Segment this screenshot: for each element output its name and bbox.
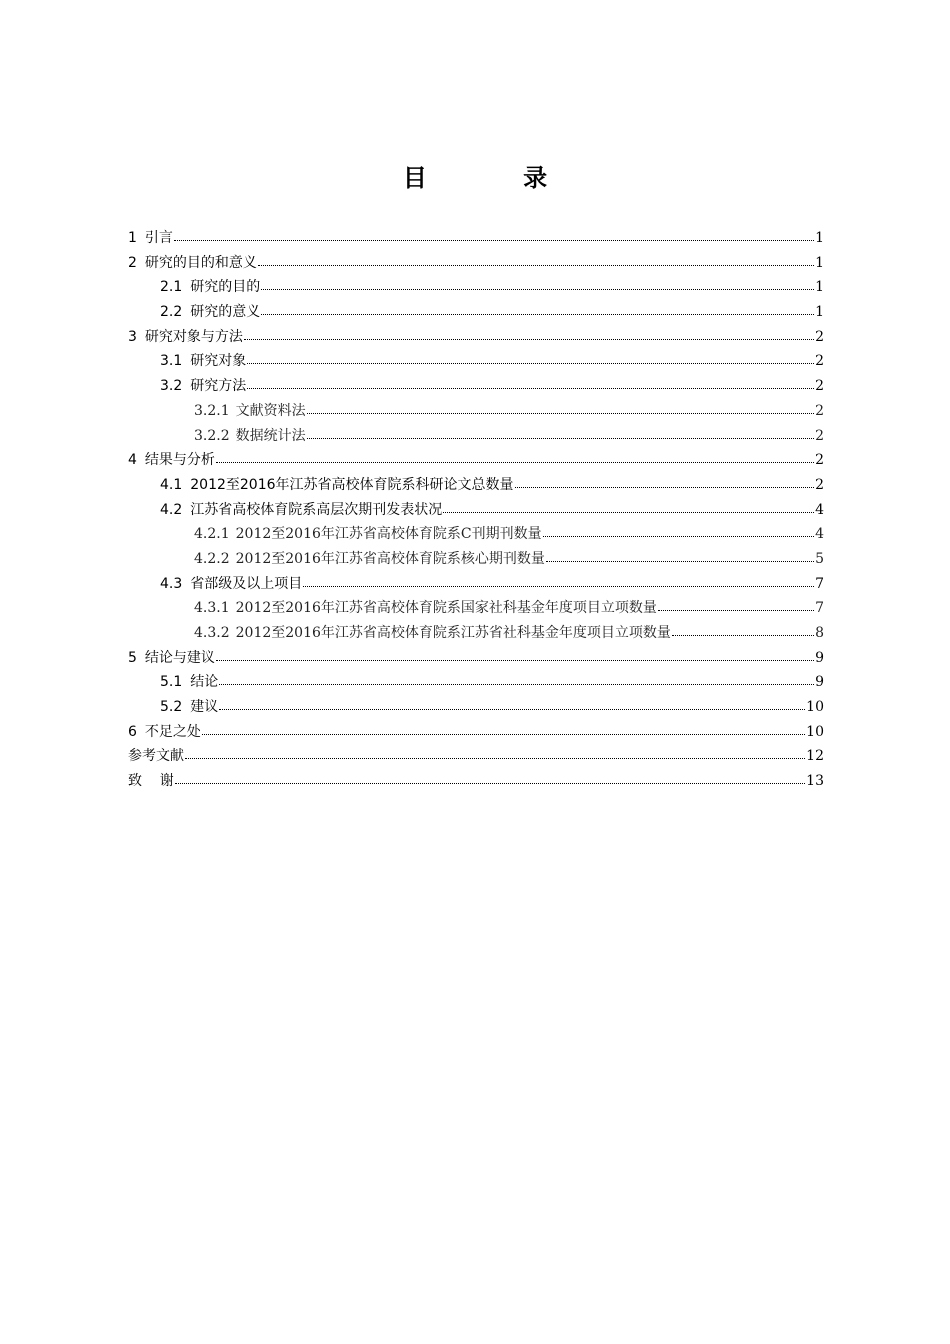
toc-entry-title: 研究方法 — [190, 378, 247, 395]
toc-entry-number: 2.1 — [160, 279, 183, 296]
toc-entry-number: 3 — [128, 328, 137, 345]
toc-entry-page: 10 — [806, 723, 824, 740]
dot-leader — [672, 634, 814, 636]
toc-entry-number: 3.2.1 — [194, 402, 230, 419]
toc-entry-title: 2012至2016年江苏省高校体育院系江苏省社科基金年度项目立项数量 — [235, 625, 671, 641]
toc-entry-page: 2 — [815, 476, 824, 493]
toc-entry-page: 4 — [815, 526, 824, 543]
dot-leader — [307, 437, 814, 439]
toc-entry[interactable] — [128, 251, 824, 276]
toc-entry-page: 10 — [806, 699, 824, 716]
toc-entry[interactable] — [128, 473, 824, 498]
dot-leader — [175, 782, 805, 784]
toc-entry[interactable] — [128, 448, 824, 473]
toc-entry-number: 3.2 — [160, 378, 183, 395]
toc-entry-page: 2 — [815, 452, 824, 469]
toc-entry[interactable] — [128, 374, 824, 399]
toc-entry[interactable] — [128, 769, 824, 794]
toc-entry[interactable] — [128, 349, 824, 374]
toc-entry-title: 2012至2016年江苏省高校体育院系科研论文总数量 — [190, 476, 514, 493]
toc-entry-title: 引言 — [144, 230, 173, 246]
toc-entry-page: 9 — [815, 649, 824, 666]
toc-entry[interactable] — [128, 646, 824, 671]
toc-entry-title: 参考文献 — [128, 748, 184, 765]
toc-entry-number: 4.2 — [160, 501, 183, 518]
dot-leader — [307, 412, 814, 414]
dot-leader — [247, 362, 814, 364]
toc-entry-page: 8 — [815, 625, 824, 641]
toc-entry-title: 致 谢 — [128, 773, 174, 790]
toc-entry-number: 5 — [128, 649, 137, 666]
toc-entry-page: 1 — [815, 304, 824, 321]
toc-entry[interactable] — [128, 498, 824, 523]
toc-entry-number: 4.3.2 — [194, 625, 230, 641]
toc-entry[interactable] — [128, 720, 824, 745]
toc-entry-title: 研究对象 — [190, 353, 247, 370]
toc-entry-title: 结论与建议 — [144, 649, 215, 666]
toc-entry-number: 4.1 — [160, 476, 183, 493]
toc-entry[interactable] — [128, 596, 824, 621]
toc-entry-title: 2012至2016年江苏省高校体育院系核心期刊数量 — [235, 550, 545, 567]
toc-entry-title: 结论 — [190, 674, 219, 691]
toc-entry-number: 4.2.2 — [194, 550, 230, 567]
toc-entry-number: 4.3.1 — [194, 600, 230, 617]
toc-entry-number: 5.2 — [160, 699, 183, 716]
dot-leader — [216, 659, 814, 661]
toc-entry-number: 6 — [128, 723, 137, 740]
toc-entry-page: 13 — [806, 773, 824, 790]
toc-entry[interactable] — [128, 226, 824, 251]
toc-entry[interactable] — [128, 300, 824, 325]
table-of-contents — [128, 226, 824, 794]
dot-leader — [261, 313, 814, 315]
toc-entry-page: 12 — [806, 748, 824, 765]
dot-leader — [261, 288, 814, 290]
toc-entry-number: 4.2.1 — [194, 526, 230, 543]
dot-leader — [515, 486, 815, 488]
dot-leader — [216, 461, 814, 463]
toc-entry-title: 研究的意义 — [190, 304, 261, 321]
toc-entry-title: 江苏省高校体育院系高层次期刊发表状况 — [190, 501, 443, 518]
toc-entry-title: 不足之处 — [144, 723, 201, 740]
dot-leader — [174, 239, 814, 241]
toc-entry-number: 3.2.2 — [194, 427, 230, 444]
toc-entry[interactable] — [128, 424, 824, 449]
toc-entry-number: 3.1 — [160, 353, 183, 370]
toc-entry-number: 2 — [128, 254, 137, 271]
toc-entry[interactable] — [128, 399, 824, 424]
toc-entry-page: 2 — [815, 378, 824, 395]
toc-entry-page: 7 — [815, 600, 824, 617]
toc-entry-title: 2012至2016年江苏省高校体育院系国家社科基金年度项目立项数量 — [235, 600, 657, 617]
toc-entry[interactable] — [128, 621, 824, 646]
toc-entry-title: 研究对象与方法 — [144, 328, 243, 345]
toc-entry-number: 4 — [128, 452, 137, 469]
toc-entry-page: 5 — [815, 550, 824, 567]
toc-entry[interactable] — [128, 522, 824, 547]
toc-entry-page: 1 — [815, 230, 824, 246]
toc-entry[interactable] — [128, 572, 824, 597]
toc-entry-page: 2 — [815, 402, 824, 419]
toc-title: 目 录 — [402, 164, 592, 192]
dot-leader — [258, 264, 814, 266]
toc-entry[interactable] — [128, 695, 824, 720]
dot-leader — [443, 511, 814, 513]
toc-entry-page: 4 — [815, 501, 824, 518]
toc-entry[interactable] — [128, 275, 824, 300]
toc-entry-title: 结果与分析 — [144, 452, 215, 469]
toc-entry-page: 9 — [815, 674, 824, 691]
dot-leader — [658, 609, 814, 611]
toc-entry-page: 1 — [815, 279, 824, 296]
toc-entry-title: 研究的目的和意义 — [144, 254, 257, 271]
dot-leader — [185, 757, 805, 759]
toc-entry-page: 2 — [815, 328, 824, 345]
toc-entry[interactable] — [128, 744, 824, 769]
toc-entry-page: 2 — [815, 427, 824, 444]
dot-leader — [219, 683, 814, 685]
toc-entry-number: 4.3 — [160, 575, 183, 592]
dot-leader — [244, 338, 814, 340]
toc-entry-title: 数据统计法 — [235, 427, 306, 444]
toc-entry-number: 1 — [128, 230, 137, 246]
toc-entry[interactable] — [128, 670, 824, 695]
toc-entry-title: 2012至2016年江苏省高校体育院系C刊期刊数量 — [235, 526, 542, 543]
toc-entry-page: 2 — [815, 353, 824, 370]
dot-leader — [202, 733, 805, 735]
toc-entry[interactable] — [128, 325, 824, 350]
dot-leader — [303, 585, 814, 587]
toc-entry-title: 建议 — [190, 699, 219, 716]
toc-entry-page: 1 — [815, 254, 824, 271]
dot-leader — [247, 387, 814, 389]
toc-entry-title: 省部级及以上项目 — [190, 575, 303, 592]
toc-entry-number: 5.1 — [160, 674, 183, 691]
toc-entry-title: 研究的目的 — [190, 279, 261, 296]
dot-leader — [219, 708, 805, 710]
dot-leader — [546, 560, 814, 562]
toc-entry-title: 文献资料法 — [235, 402, 306, 419]
dot-leader — [543, 535, 814, 537]
toc-entry[interactable] — [128, 547, 824, 572]
toc-entry-number: 2.2 — [160, 304, 183, 321]
toc-entry-page: 7 — [815, 575, 824, 592]
